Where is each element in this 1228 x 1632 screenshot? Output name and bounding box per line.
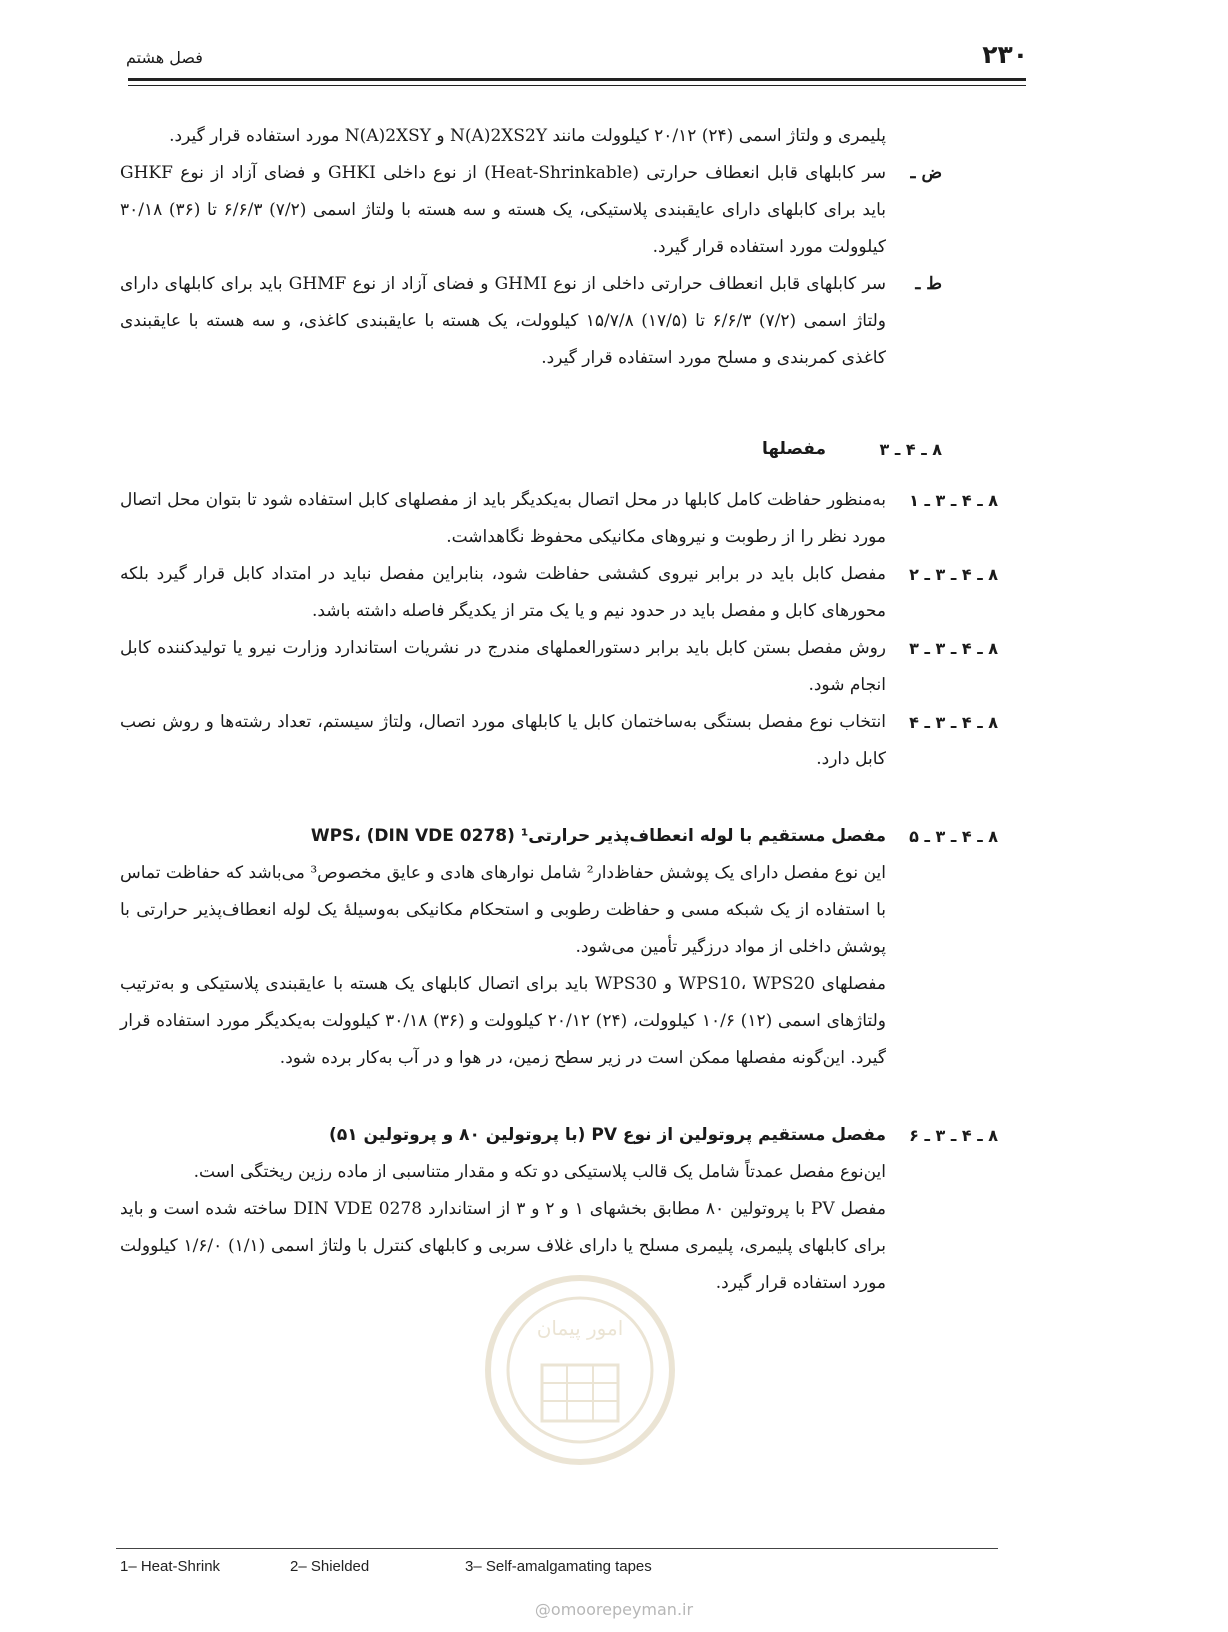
subsection-text: روش مفصل بستن کابل باید برابر دستورالعملهای مندرج در نشریات استاندارد وزارت نیرو یا تولیدکننده کابل انجام شود. bbox=[120, 638, 886, 695]
subsection-number: ۸ ـ ۴ ـ ۳ ـ ۶ bbox=[909, 1126, 998, 1145]
subsection-title: مفصل مستقیم پروتولین از نوع PV (با پروتولین ۸۰ و پروتولین ۵۱) bbox=[329, 1125, 886, 1145]
section-title: مفصلها bbox=[761, 439, 826, 459]
subsection-paragraph: این‌نوع مفصل عمدتاً شامل یک قالب پلاستیکی دو تکه و مقدار متناسبی از ماده رزین ریختگی است. bbox=[193, 1162, 886, 1182]
page-header bbox=[120, 38, 1028, 78]
subsection-number: ۸ ـ ۴ ـ ۳ ـ ۵ bbox=[909, 827, 998, 846]
subsection-paragraph: مفصل PV با پروتولین ۸۰ مطابق بخشهای ۱ و ۲ و ۳ از استاندارد DIN VDE 0278 ساخته شده است و باید برای کابلهای پلیمری، پلیمری مسلح یا دارای غلاف سربی و کابلهای کنترل با ولتاژ اسمی (۱/۱) ۱/۶/۰ کیلوولت مورد استفاده قرار گیرد. bbox=[120, 1199, 886, 1293]
section-number: ۸ ـ ۴ ـ ۳ bbox=[879, 440, 942, 459]
page-number: ۲۳۰ bbox=[982, 40, 1028, 69]
subsection bbox=[120, 704, 998, 778]
footnote: 2– Shielded bbox=[290, 1558, 370, 1575]
item-label: ض ـ bbox=[910, 163, 942, 183]
subsection-text: مفصل کابل باید در برابر نیروی کششی حفاظت شود، بنابراین مفصل نباید در امتداد کابل قرار گیرد بلکه محورهای کابل و مفصل باید در حدود نیم و یا یک متر از یکدیگر فاصله داشته باشد. bbox=[120, 564, 886, 621]
subsection-number: ۸ ـ ۴ ـ ۳ ـ ۳ bbox=[909, 639, 998, 658]
subsection bbox=[120, 818, 998, 1077]
footnote: 3– Self-amalgamating tapes bbox=[465, 1558, 652, 1575]
list-item bbox=[120, 155, 942, 266]
watermark-url: @omoorepeyman.ir bbox=[534, 1600, 694, 1619]
subsection-paragraph: مفصلهای WPS10، WPS20 و WPS30 باید برای اتصال کابلهای یک هسته با عایقبندی پلاستیکی و به‌ترتیب ولتاژهای اسمی (۱۲) ۱۰/۶ کیلوولت، (۲۴) ۲۰/۱۲ کیلوولت و (۳۶) ۳۰/۱۸ کیلوولت به‌یکدیگر مورد استفاده قرار گیرد. این‌گونه مفصلها ممکن است در زیر سطح زمین، در هوا و در آب به‌کار برده شود. bbox=[120, 974, 886, 1068]
footnote-rule bbox=[116, 1548, 998, 1549]
seal-text: امور پیمان bbox=[536, 1316, 624, 1340]
subsection-number: ۸ ـ ۴ ـ ۳ ـ ۱ bbox=[909, 491, 998, 510]
chapter-title: فصل هشتم bbox=[126, 48, 203, 67]
header-rule-thin bbox=[128, 85, 1026, 86]
subsection-paragraph: این نوع مفصل دارای یک پوشش حفاظ‌دار² شامل نوارهای هادی و عایق مخصوص³ می‌باشد که حفاظت تماس با استفاده از یک شبکه مسی و حفاظت رطوبی و استحکام مکانیکی به‌وسیلهٔ یک لوله انعطاف‌پذیر حرارتی با پوشش داخلی از مواد درزگیر تأمین می‌شود. bbox=[120, 863, 886, 957]
page-body bbox=[120, 118, 998, 1302]
item-text: سر کابلهای قابل انعطاف حرارتی (Heat-Shrinkable) از نوع داخلی GHKI و فضای آزاد از نوع GHKF باید برای کابلهای دارای عایقبندی پلاستیکی، یک هسته و سه هسته با ولتاژ اسمی (۷/۲) ۶/۶/۳ تا (۳۶) ۳۰/۱۸ کیلوولت مورد استفاده قرار گیرد. bbox=[120, 163, 886, 257]
subsection-text: انتخاب نوع مفصل بستگی به‌ساختمان کابل یا کابلهای مورد اتصال، ولتاژ سیستم، تعداد رشته‌ها و روش نصب کابل دارد. bbox=[120, 712, 886, 769]
item-label: ط ـ bbox=[915, 274, 942, 294]
footnote: 1– Heat-Shrink bbox=[120, 1558, 221, 1575]
subsection-number: ۸ ـ ۴ ـ ۳ ـ ۴ bbox=[909, 713, 998, 732]
subsection bbox=[120, 630, 998, 704]
watermark-seal bbox=[480, 1265, 680, 1480]
subsection-number: ۸ ـ ۴ ـ ۳ ـ ۲ bbox=[909, 565, 998, 584]
subsection-title: مفصل مستقیم با لوله انعطاف‌پذیر حرارتی¹ WPS، (DIN VDE 0278) bbox=[310, 826, 886, 846]
section-heading bbox=[120, 431, 942, 468]
continued-paragraph: پلیمری و ولتاژ اسمی (۲۴) ۲۰/۱۲ کیلوولت مانند N(A)2XS2Y و N(A)2XSY مورد استفاده قرار گیرد. bbox=[169, 126, 886, 146]
subsection-text: به‌منظور حفاظت کامل کابلها در محل اتصال به‌یکدیگر باید از مفصلهای کابل استفاده شود تا بتوان محل اتصال مورد نظر را از رطوبت و نیروهای مکانیکی محفوظ نگاهداشت. bbox=[120, 490, 886, 547]
item-text: سر کابلهای قابل انعطاف حرارتی داخلی از نوع GHMI و فضای آزاد از نوع GHMF باید برای کابلهای دارای ولتاژ اسمی (۷/۲) ۶/۶/۳ تا (۱۷/۵) ۱۵/۷/۸ کیلوولت، یک هسته با عایقبندی کاغذی، و سه هسته با عایقبندی کاغذی کمربندی و مسلح مورد استفاده قرار گیرد. bbox=[120, 274, 886, 368]
subsection bbox=[120, 482, 998, 556]
subsection bbox=[120, 556, 998, 630]
list-item bbox=[120, 266, 942, 377]
header-rule-thick bbox=[128, 78, 1026, 81]
